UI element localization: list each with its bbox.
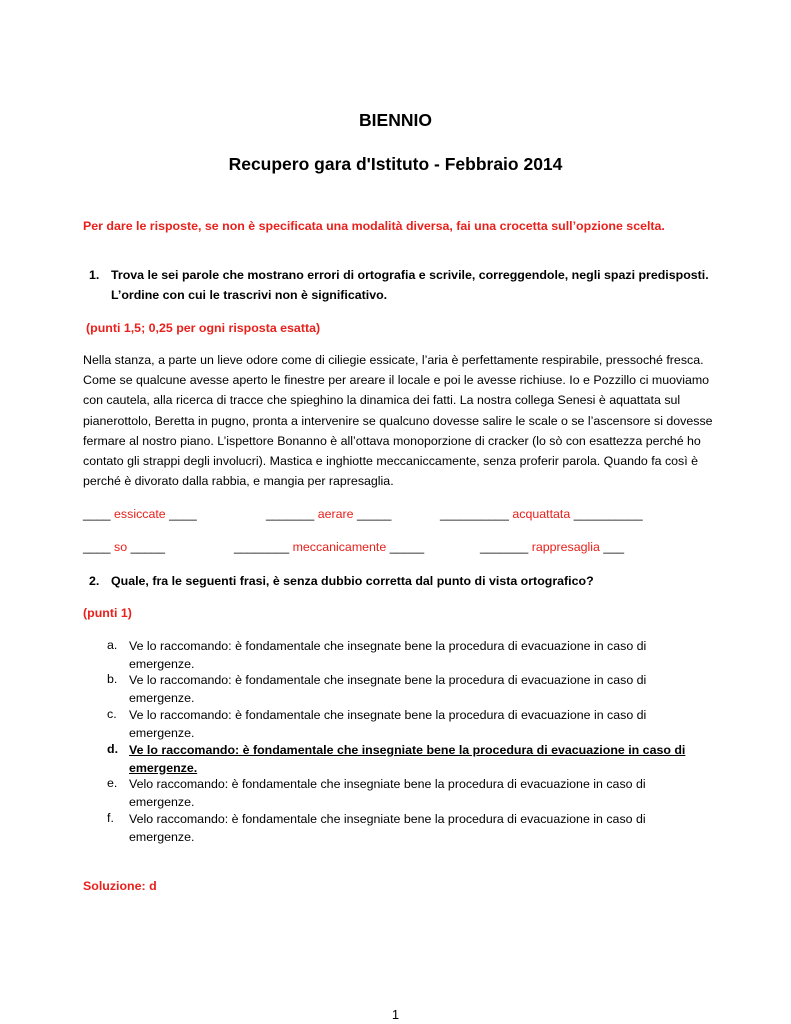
q2-text: Quale, fra le seguenti frasi, è senza dubbio corretta dal punto di vista ortografico?: [111, 574, 594, 588]
answer-5: [234, 540, 424, 554]
option-letter: b.: [107, 672, 118, 686]
answer-blank: _____: [356, 507, 392, 521]
q1-text-line1: Trova le sei parole che mostrano errori di ortografia e scrivile, correggendole, negli spazi predisposti.: [111, 268, 709, 282]
option-text: Ve lo raccomando: è fondamentale che insegnate bene la procedura di evacuazione in caso di emergenze.: [129, 673, 647, 705]
answer-2: [266, 507, 391, 521]
answer-blank: ___: [603, 540, 625, 554]
page-subtitle: Recupero gara d'Istituto - Febbraio 2014: [228, 154, 563, 174]
q1-points: (punti 1,5; 0,25 per ogni risposta esatta): [86, 321, 321, 335]
option-letter: d.: [107, 742, 119, 756]
answer-word: acquattata: [512, 507, 571, 521]
answer-blank: ________: [234, 540, 290, 554]
q1-passage: Nella stanza, a parte un lieve odore come di ciliegie essicate, l’aria è perfettamente respirabile, pressoché fresca. Come se qualcune avesse aperto le finestre per areare il locale e poi le avesse richiuse. Io e Pozzillo ci muoviamo con cautela, alla ricerca di tracce che spieghino la dinamica dei fatti. La nostra collega Senesi è aquattata sul pianerottolo, Beretta in pugno, pronta a intervenire se qualcuno dovesse salire le scale o se l’ascensore si dovesse fermare al nostro piano. L’ispettore Bonanno è all’ottava monoporzione di cracker (lo sò con esattezza perché ho contato gli strappi degli involucri). Mastica e inghiotte meccaniccamente, senza proferir parola. Quando fa così è perché è divorato dalla rabbia, e mangia per rapresaglia.: [83, 353, 713, 489]
option-letter: c.: [107, 707, 117, 721]
answer-word: aerare: [317, 507, 354, 521]
answer-blank: _____: [130, 540, 166, 554]
answer-4: [83, 540, 165, 554]
answer-1: [83, 507, 197, 521]
option-text: Velo raccomando: è fondamentale che insegniate bene la procedura di evacuazione in caso di emergenze.: [129, 812, 646, 844]
answer-blank: ____: [83, 540, 111, 554]
option-text: Ve lo raccomando: è fondamentale che insegnate bene la procedura di evacuazione in caso di emergenze.: [129, 708, 647, 740]
answer-blank: _______: [480, 540, 529, 554]
answer-blank: ____: [169, 507, 197, 521]
option-letter: a.: [107, 638, 118, 652]
q1-number: 1.: [89, 268, 100, 282]
answer-blank: _______: [266, 507, 315, 521]
option-text: Ve lo raccomando: è fondamentale che insegniate bene la procedura di evacuazione in caso di emergenze.: [129, 743, 686, 775]
answer-word: so: [114, 540, 128, 554]
answer-blank: _____: [389, 540, 425, 554]
option-text: Velo raccomando: è fondamentale che insegniate bene la procedura di evacuazione in caso di emergenze.: [129, 777, 646, 809]
page-title: BIENNIO: [359, 110, 432, 130]
q2-number: 2.: [89, 574, 100, 588]
answer-word: rappresaglia: [531, 540, 600, 554]
page-number: 1: [391, 1007, 400, 1022]
option-letter: e.: [107, 776, 118, 790]
answer-6: [480, 540, 624, 554]
option-text: Ve lo raccomando: è fondamentale che insegnate bene la procedura di evacuazione in caso di emergenze.: [129, 639, 647, 671]
answer-3: [440, 507, 643, 521]
answer-blank: __________: [440, 507, 509, 521]
answer-word: essiccate: [114, 507, 166, 521]
answer-blank: __________: [573, 507, 643, 521]
q1-text-line2: L’ordine con cui le trascrivi non è significativo.: [111, 288, 388, 302]
answer-word: meccanicamente: [292, 540, 387, 554]
solution: Soluzione: d: [83, 879, 157, 893]
q2-points: (punti 1): [83, 606, 132, 620]
option-letter: f.: [107, 811, 114, 825]
answer-blank: ____: [83, 507, 111, 521]
instructions: Per dare le risposte, se non è specificata una modalità diversa, fai una crocetta sull’opzione scelta.: [83, 219, 665, 233]
